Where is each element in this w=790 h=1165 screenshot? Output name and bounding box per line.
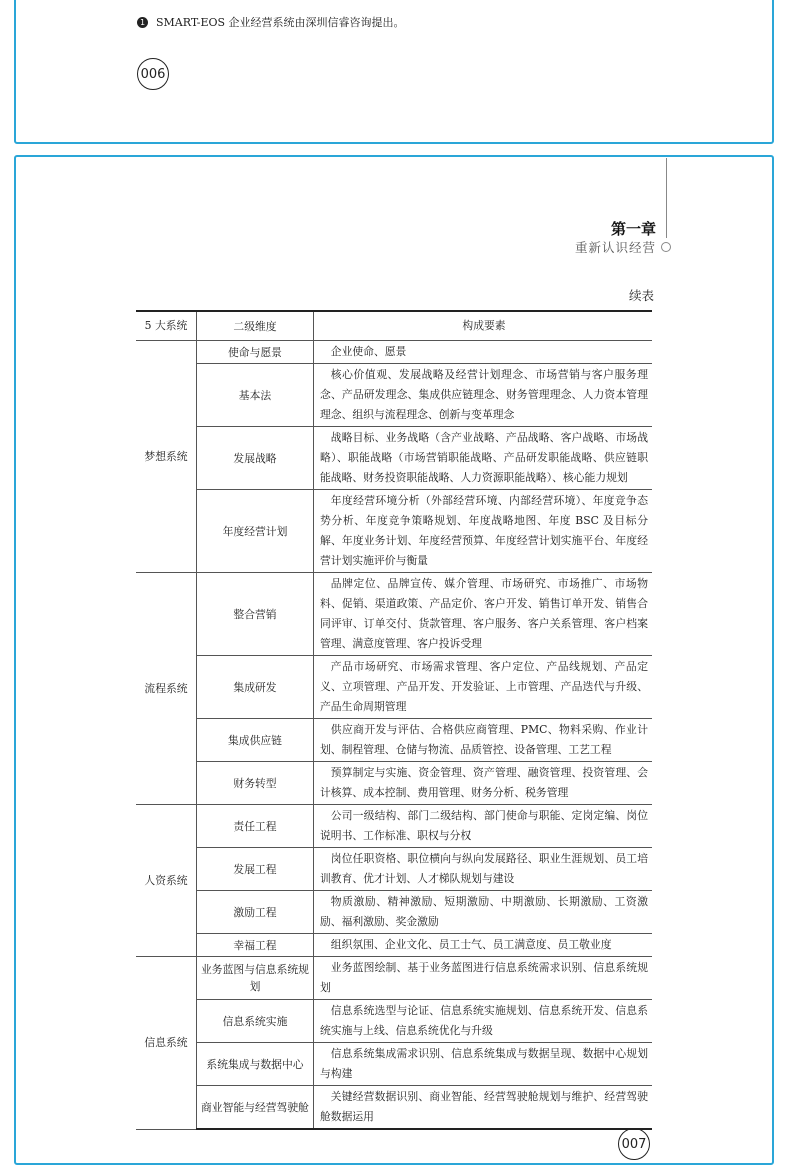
table-row — [136, 573, 652, 656]
page-number-bottom: 007 — [618, 1128, 650, 1160]
elements-cell — [314, 891, 653, 934]
elements-table — [136, 310, 652, 1130]
footnote — [137, 14, 405, 30]
system-cell: 人资系统 — [136, 805, 197, 957]
elements-text: 企业使命、愿景 — [330, 345, 407, 358]
elements-text: 预算制定与实施、资金管理、资产管理、融资管理、投资管理、会计核算、成本控制、费用管理、财务分析、税务管理 — [320, 766, 648, 799]
table-row — [136, 427, 652, 490]
continued-label: 续表 — [628, 288, 654, 303]
table-row — [136, 719, 652, 762]
chapter-title: 第一章 — [610, 220, 656, 238]
dimension-cell: 幸福工程 — [197, 934, 314, 957]
elements-text: 年度经营环境分析（外部经营环境、内部经营环境）、年度竞争态势分析、年度竞争策略规划、年度战略地图、年度 BSC 及目标分解、年度业务计划、年度经营预算、年度经营计划实施平台、年度经营计划实施评价与衡量 — [320, 494, 648, 567]
dimension-cell: 发展战略 — [197, 427, 314, 490]
system-cell: 梦想系统 — [136, 341, 197, 573]
dimension-cell: 使命与愿景 — [197, 341, 314, 364]
footnote-marker: 1 — [137, 17, 148, 28]
table-row — [136, 957, 652, 1000]
dimension-cell: 责任工程 — [197, 805, 314, 848]
footnote-text: SMART-EOS 企业经营系统由深圳信睿咨询提出。 — [156, 16, 405, 29]
elements-text: 公司一级结构、部门二级结构、部门使命与职能、定岗定编、岗位说明书、工作标准、职权与分权 — [320, 809, 648, 842]
dimension-cell: 基本法 — [197, 364, 314, 427]
table-row — [136, 762, 652, 805]
dimension-cell: 集成研发 — [197, 656, 314, 719]
elements-cell — [314, 719, 653, 762]
table-row — [136, 1000, 652, 1043]
dimension-cell: 发展工程 — [197, 848, 314, 891]
chapter-subtitle: 重新认识经营 — [574, 240, 656, 255]
dimension-cell: 信息系统实施 — [197, 1000, 314, 1043]
elements-cell — [314, 573, 653, 656]
elements-cell — [314, 1000, 653, 1043]
table-row — [136, 934, 652, 957]
system-cell: 流程系统 — [136, 573, 197, 805]
elements-text: 战略目标、业务战略（含产业战略、产品战略、客户战略、市场战略）、职能战略（市场营销职能战略、产品研发职能战略、供应链职能战略、财务投资职能战略、人力资源职能战略）、核心能力规划 — [320, 431, 648, 484]
dimension-cell: 商业智能与经营驾驶舱 — [197, 1086, 314, 1130]
elements-cell — [314, 656, 653, 719]
elements-cell — [314, 934, 653, 957]
elements-text: 信息系统选型与论证、信息系统实施规划、信息系统开发、信息系统实施与上线、信息系统优化与升级 — [320, 1004, 648, 1037]
elements-text: 组织氛围、企业文化、员工士气、员工满意度、员工敬业度 — [330, 938, 612, 951]
table-row — [136, 490, 652, 573]
table-row — [136, 848, 652, 891]
table-row — [136, 656, 652, 719]
system-cell: 信息系统 — [136, 957, 197, 1130]
table-row — [136, 891, 652, 934]
elements-text: 核心价值观、发展战略及经营计划理念、市场营销与客户服务理念、产品研发理念、集成供应链理念、财务管理理念、人力资本管理理念、组织与流程理念、创新与变革理念 — [320, 368, 648, 421]
elements-cell — [314, 848, 653, 891]
table-row — [136, 805, 652, 848]
elements-text: 产品市场研究、市场需求管理、客户定位、产品线规划、产品定义、立项管理、产品开发、开发验证、上市管理、产品迭代与升级、产品生命周期管理 — [320, 660, 648, 713]
dimension-cell: 整合营销 — [197, 573, 314, 656]
header-dimension: 二级维度 — [197, 311, 314, 341]
elements-text: 物质激励、精神激励、短期激励、中期激励、长期激励、工资激励、福利激励、奖金激励 — [320, 895, 648, 928]
elements-text: 供应商开发与评估、合格供应商管理、PMC、物料采购、作业计划、制程管理、仓储与物流、品质管控、设备管理、工艺工程 — [320, 723, 648, 756]
elements-cell — [314, 957, 653, 1000]
elements-cell — [314, 427, 653, 490]
elements-cell — [314, 1086, 653, 1130]
elements-text: 业务蓝图绘制、基于业务蓝图进行信息系统需求识别、信息系统规划 — [320, 961, 648, 994]
table-row — [136, 1086, 652, 1130]
table-row — [136, 341, 652, 364]
elements-cell — [314, 762, 653, 805]
dimension-cell: 财务转型 — [197, 762, 314, 805]
elements-cell — [314, 490, 653, 573]
elements-cell — [314, 1043, 653, 1086]
dimension-cell: 年度经营计划 — [197, 490, 314, 573]
table-header-row — [136, 311, 652, 341]
elements-text: 关键经营数据识别、商业智能、经营驾驶舱规划与维护、经营驾驶舱数据运用 — [320, 1090, 648, 1123]
table-row — [136, 1043, 652, 1086]
dimension-cell: 激励工程 — [197, 891, 314, 934]
chapter-marker-line — [666, 158, 667, 238]
chapter-marker-circle-icon — [661, 242, 671, 252]
dimension-cell: 系统集成与数据中心 — [197, 1043, 314, 1086]
dimension-cell: 业务蓝图与信息系统规划 — [197, 957, 314, 1000]
page-number-top: 006 — [137, 58, 169, 90]
table-row — [136, 364, 652, 427]
elements-text: 岗位任职资格、职位横向与纵向发展路径、职业生涯规划、员工培训教育、优才计划、人才梯队规划与建设 — [320, 852, 648, 885]
dimension-cell: 集成供应链 — [197, 719, 314, 762]
elements-text: 信息系统集成需求识别、信息系统集成与数据呈现、数据中心规划与构建 — [320, 1047, 648, 1080]
header-system: 5 大系统 — [136, 311, 197, 341]
header-elements: 构成要素 — [314, 311, 653, 341]
elements-cell — [314, 341, 653, 364]
elements-cell — [314, 805, 653, 848]
elements-cell — [314, 364, 653, 427]
elements-text: 品牌定位、品牌宣传、媒介管理、市场研究、市场推广、市场物料、促销、渠道政策、产品定价、客户开发、销售订单开发、销售合同评审、订单交付、货款管理、客户服务、客户关系管理、客户档案管理、满意度管理、客户投诉受理 — [320, 577, 648, 650]
table-body — [136, 341, 652, 1130]
